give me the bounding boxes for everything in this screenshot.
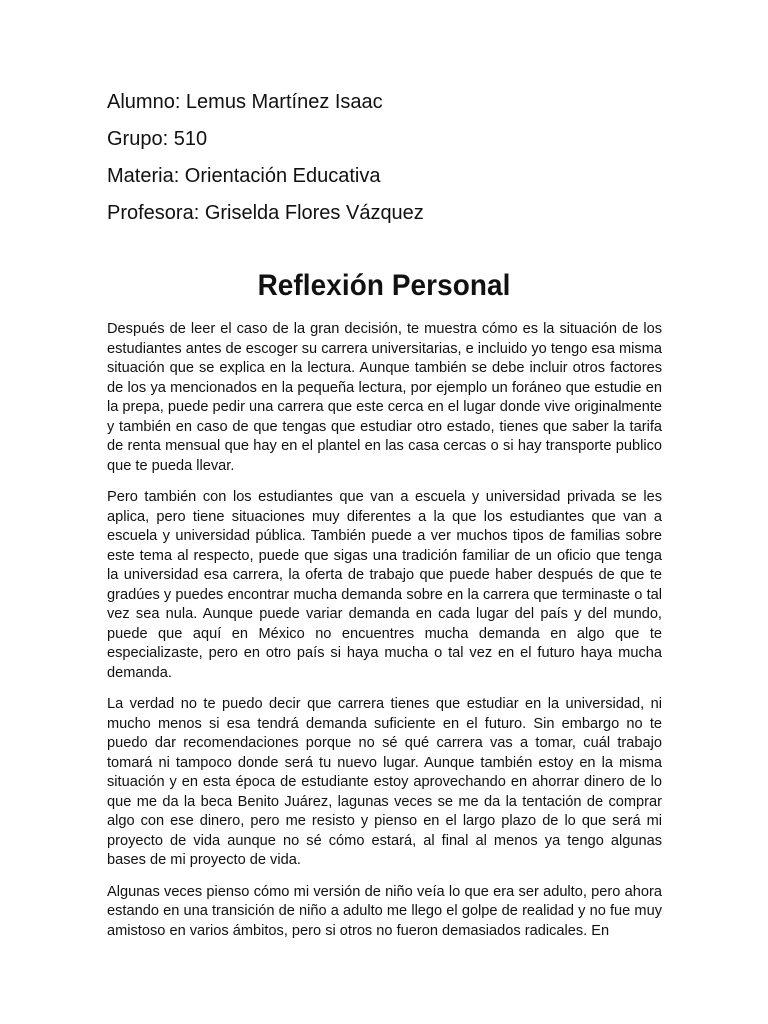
paragraph-4: Algunas veces pienso cómo mi versión de niño veía lo que era ser adulto, pero ahora estando en una transición de niño a adulto me llego el golpe de realidad y no fue muy amistoso en varios ámbitos, pero si otros no fueron demasiados radicales. En xyxy=(107,883,662,939)
group-number: Grupo: 510 xyxy=(107,128,208,150)
subject-name: Materia: Orientación Educativa xyxy=(107,165,381,187)
paragraph-1: Después de leer el caso de la gran decisión, te muestra cómo es la situación de los estudiantes antes de escoger su carrera universitarias, e incluido yo tengo esa misma situación que se explica en la lectura. Aunque también se debe incluir otros factores de los ya mencionados en la pequeña lectura, por ejemplo un foráneo que estudie en la prepa, puede pedir una carrera que este cerca en el lugar donde vive originalmente y también en caso de que tengas que estudiar otro estado, tienes que saber la tarifa de renta mensual que hay en el plantel en las casa cercas o si hay transporte publico que te pueda llevar. xyxy=(107,321,662,474)
paragraph-2: Pero también con los estudiantes que van a escuela y universidad privada se les aplica, pero tiene situaciones muy diferentes a la que los estudiantes que van a escuela y universidad pública. También puede a ver muchos tipos de familias sobre este tema al respecto, puede que sigas una tradición familiar de un oficio que tenga la universidad esa carrera, la oferta de trabajo que puede haber después de que te gradúes y puedes encontrar mucha demanda sobre en la carrera que terminaste o tal vez sea nula. Aunque puede variar demanda en cada lugar del país y del mundo, puede que aquí en México no encuentres mucha demanda en algo que te especializaste, pero en otro país si haya mucha o tal vez en el futuro haya mucha demanda. xyxy=(107,489,662,681)
teacher-name: Profesora: Griselda Flores Vázquez xyxy=(107,202,424,224)
document-title: Reflexión Personal xyxy=(257,269,511,302)
paragraph-3: La verdad no te puedo decir que carrera tienes que estudiar en la universidad, ni mucho menos si esa tendrá demanda suficiente en el futuro. Sin embargo no te puedo dar recomendaciones porque no sé qué carrera vas a tomar, cuál trabajo tomará ni tampoco donde será tu nuevo lugar. Aunque también estoy en la misma situación y en esta época de estudiante estoy aprovechando en ahorrar dinero de lo que me da la beca Benito Juárez, lagunas veces se me da la tentación de comprar algo con ese dinero, pero me resisto y pienso en el largo plazo de lo que será mi proyecto de vida aunque no sé cómo estará, al final al menos ya tengo algunas bases de mi proyecto de vida. xyxy=(107,696,662,868)
student-name: Alumno: Lemus Martínez Isaac xyxy=(107,91,383,113)
document-body xyxy=(107,320,662,953)
student-info-header xyxy=(107,90,667,238)
